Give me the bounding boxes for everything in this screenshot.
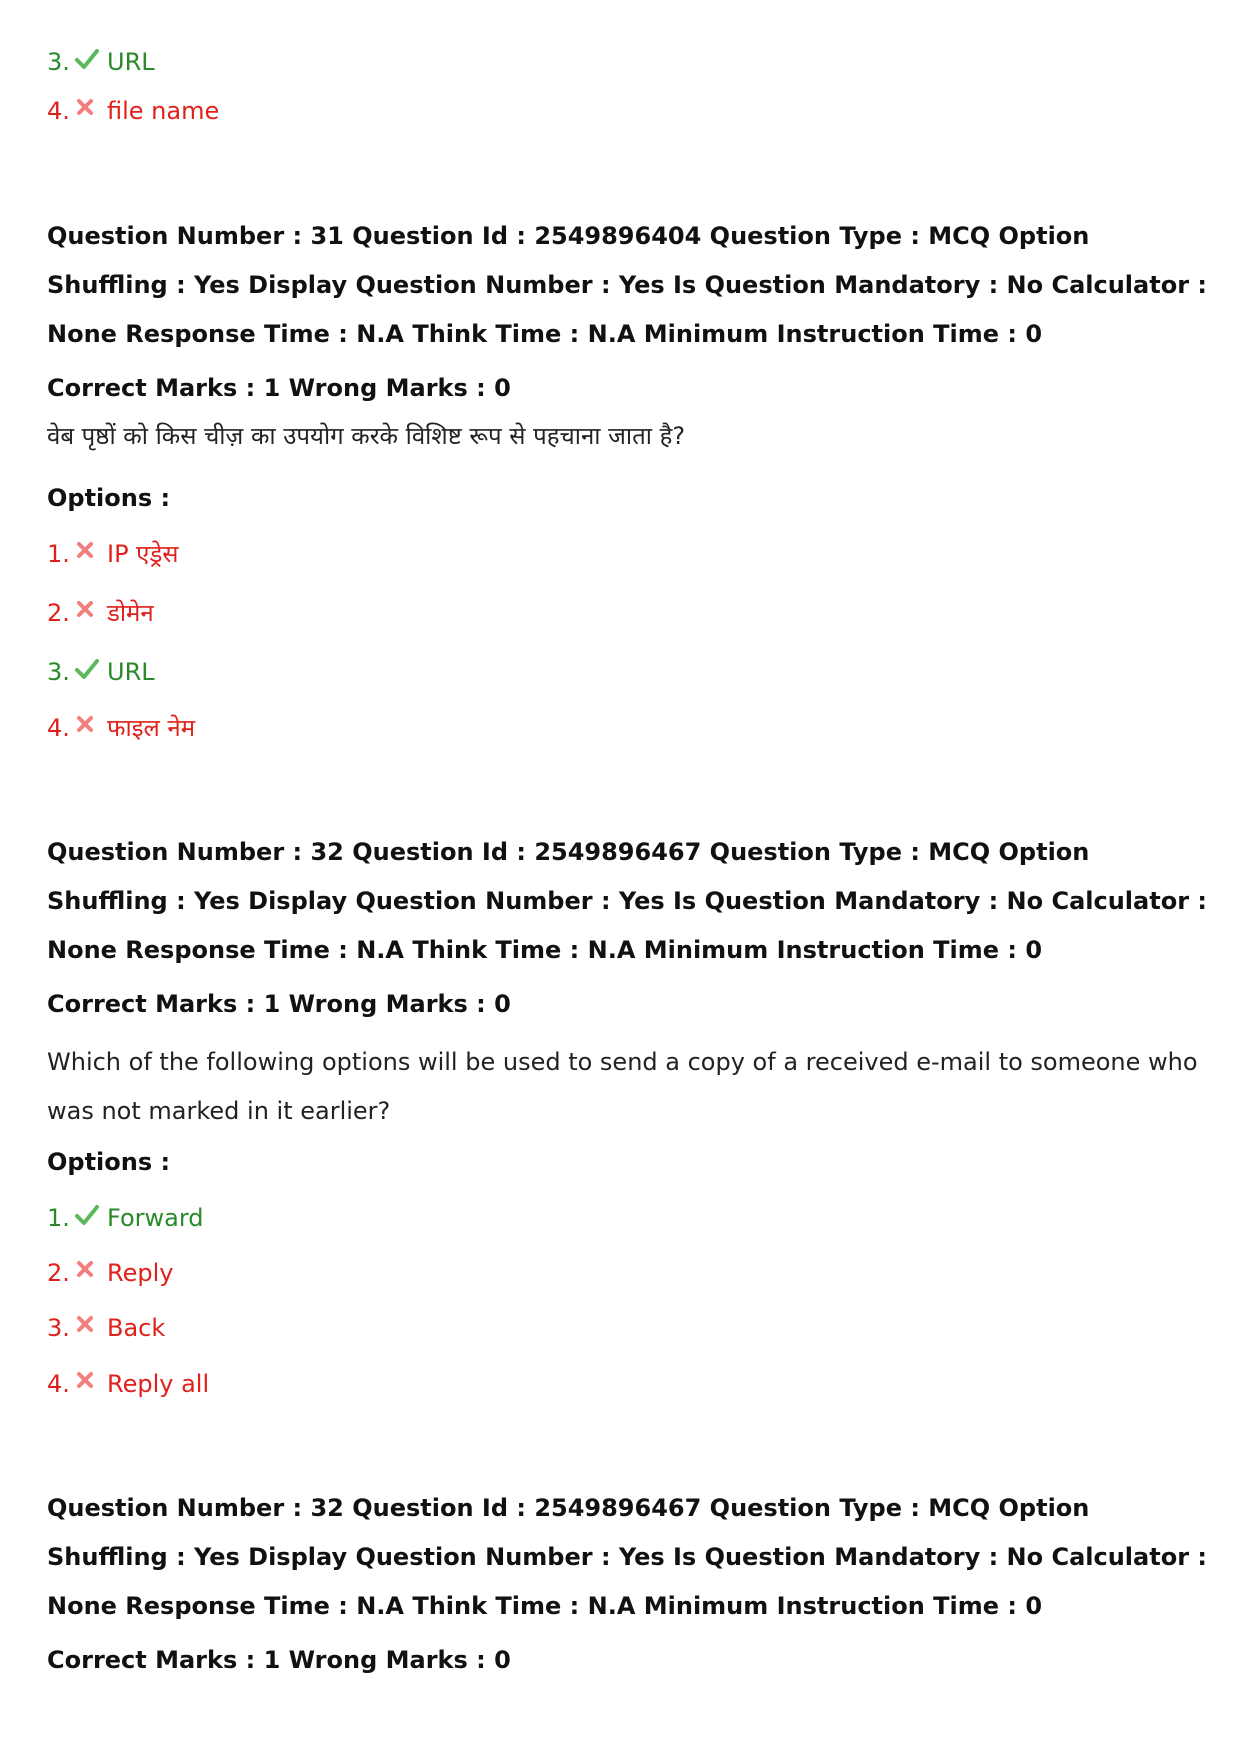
question-meta: Question Number : 32 Question Id : 2549896467 Question Type : MCQ Option Shuffling : Yes Display Question Number : Yes Is Question Mandatory : No Calculator : None Response Time : N.A Think Time : N.A Minimum Instruction Time : 0 — [47, 1494, 1207, 1620]
check-icon — [75, 46, 107, 78]
option-row — [47, 597, 154, 629]
option-row — [47, 538, 179, 570]
option-text: फाइल नेम — [107, 714, 196, 742]
option-number: 4. — [47, 1370, 70, 1398]
option-text: Reply all — [107, 1370, 210, 1398]
option-text: Reply — [107, 1259, 174, 1287]
option-row — [47, 1312, 165, 1344]
option-text: IP एड्रेस — [107, 540, 179, 568]
option-row — [47, 95, 219, 127]
cross-icon — [75, 538, 107, 570]
option-number: 1. — [47, 540, 70, 568]
question-marks: Correct Marks : 1 Wrong Marks : 0 — [47, 990, 511, 1018]
option-number: 4. — [47, 714, 70, 742]
option-number: 4. — [47, 97, 70, 125]
cross-icon — [75, 1312, 107, 1344]
option-number: 1. — [47, 1204, 70, 1232]
option-text: URL — [107, 658, 155, 686]
cross-icon — [75, 597, 107, 629]
question-text: वेब पृष्ठों को किस चीज़ का उपयोग करके विशिष्ट रूप से पहचाना जाता है? — [47, 422, 686, 450]
check-icon — [75, 656, 107, 688]
options-label: Options : — [47, 1148, 171, 1176]
question-meta: Question Number : 32 Question Id : 2549896467 Question Type : MCQ Option Shuffling : Yes Display Question Number : Yes Is Question Mandatory : No Calculator : None Response Time : N.A Think Time : N.A Minimum Instruction Time : 0 — [47, 838, 1207, 964]
cross-icon — [75, 1257, 107, 1289]
option-row — [47, 46, 155, 78]
option-text: file name — [107, 97, 220, 125]
cross-icon — [75, 1368, 107, 1400]
option-row — [47, 1202, 204, 1234]
option-row — [47, 712, 195, 744]
option-row — [47, 656, 155, 688]
option-text: डोमेन — [107, 599, 154, 627]
question-meta: Question Number : 31 Question Id : 2549896404 Question Type : MCQ Option Shuffling : Yes Display Question Number : Yes Is Question Mandatory : No Calculator : None Response Time : N.A Think Time : N.A Minimum Instruction Time : 0 — [47, 222, 1207, 348]
question-text: Which of the following options will be used to send a copy of a received e-mail to someone who was not marked in it earlier? — [47, 1048, 1198, 1125]
option-text: Back — [107, 1314, 166, 1342]
option-number: 2. — [47, 1259, 70, 1287]
options-label: Options : — [47, 484, 171, 512]
question-marks: Correct Marks : 1 Wrong Marks : 0 — [47, 374, 511, 402]
option-text: URL — [107, 48, 155, 76]
check-icon — [75, 1202, 107, 1234]
option-text: Forward — [107, 1204, 204, 1232]
option-row — [47, 1257, 173, 1289]
question-marks: Correct Marks : 1 Wrong Marks : 0 — [47, 1646, 511, 1674]
option-row — [47, 1368, 209, 1400]
option-number: 2. — [47, 599, 70, 627]
cross-icon — [75, 95, 107, 127]
option-number: 3. — [47, 1314, 70, 1342]
option-number: 3. — [47, 658, 70, 686]
option-number: 3. — [47, 48, 70, 76]
cross-icon — [75, 712, 107, 744]
